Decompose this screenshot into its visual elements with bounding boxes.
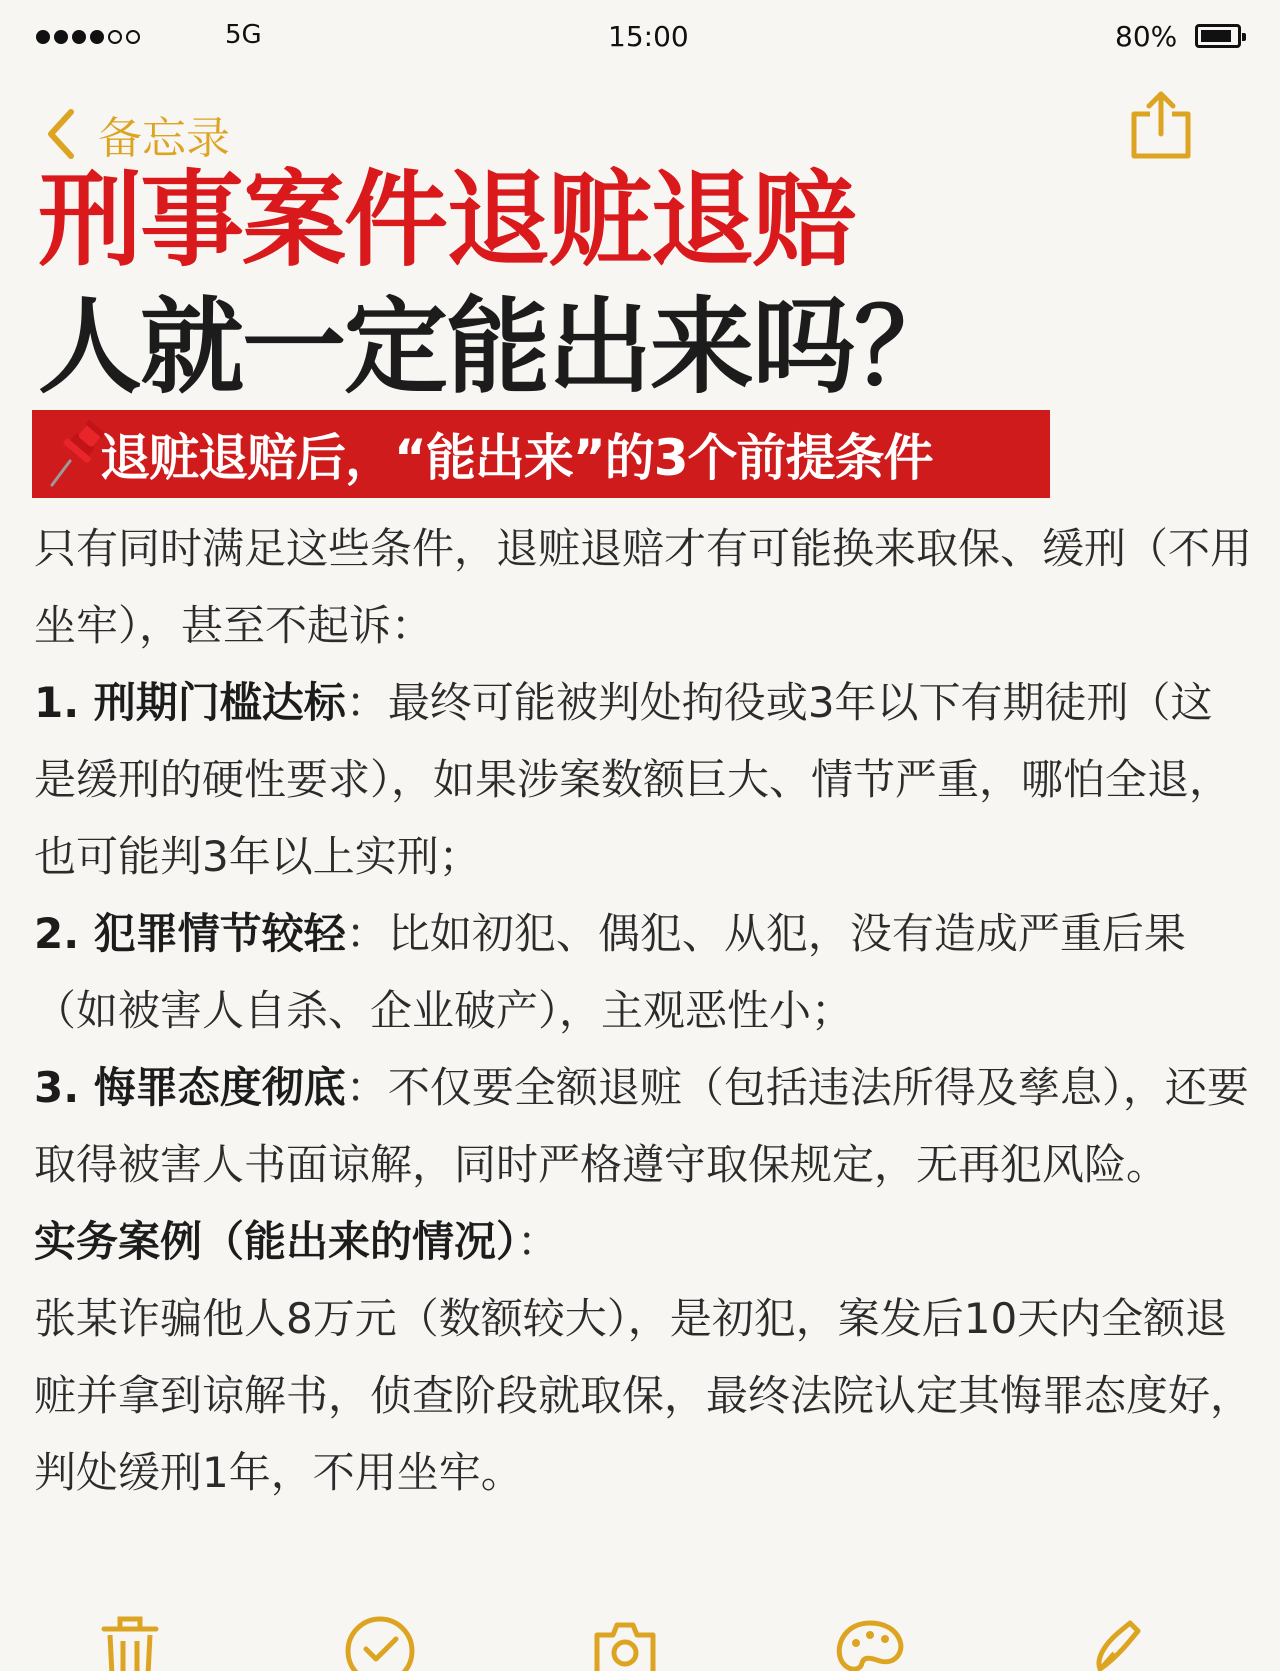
battery-percent: 80%	[1115, 20, 1178, 53]
list-item-3	[34, 1049, 1252, 1203]
section-banner	[32, 410, 1050, 498]
status-time: 15:00	[608, 20, 689, 53]
list-item-1	[34, 664, 1252, 895]
nav-bar	[0, 90, 1280, 170]
palette-icon[interactable]	[830, 1615, 910, 1671]
back-label: 备忘录	[98, 113, 230, 164]
banner-text: 退赃退赔后，“能出来”的3个前提条件	[100, 429, 933, 487]
network-type: 5G	[225, 20, 262, 50]
chevron-left-icon	[46, 108, 76, 160]
pushpin-icon	[44, 417, 104, 491]
signal-strength-icon	[36, 30, 140, 44]
bottom-toolbar	[0, 1615, 1280, 1671]
case-colon: ：	[517, 1217, 560, 1266]
item-3-heading: 3. 悔罪态度彻底	[34, 1063, 346, 1112]
item-2-heading: 2. 犯罪情节较轻	[34, 909, 346, 958]
case-heading-line	[34, 1203, 1252, 1280]
title-line-2: 人就一定能出来吗？	[38, 286, 957, 408]
item-1-body: 最终可能被判处拘役或3年以下有期徒刑（这是缓刑的硬性要求），如果涉案数额巨大、情节严重，哪怕全退，也可能判3年以上实刑；	[34, 678, 1232, 881]
item-1-colon: ：	[345, 678, 388, 727]
case-heading: 实务案例（能出来的情况）	[34, 1217, 518, 1266]
intro-paragraph: 只有同时满足这些条件，退赃退赔才有可能换来取保、缓刑（不用坐牢），甚至不起诉：	[34, 524, 1253, 650]
status-bar	[0, 0, 1280, 80]
share-icon[interactable]	[1130, 90, 1192, 162]
case-paragraph: 张某诈骗他人8万元（数额较大），是初犯，案发后10天内全额退赃并拿到谅解书，侦查阶段就取保，最终法院认定其悔罪态度好，判处缓刑1年，不用坐牢。	[34, 1294, 1253, 1497]
note-body[interactable]	[34, 510, 1252, 1511]
trash-icon[interactable]	[90, 1615, 170, 1671]
list-item-2	[34, 895, 1252, 1049]
item-2-body: 比如初犯、偶犯、从犯，没有造成严重后果（如被害人自杀、企业破产），主观恶性小；	[34, 909, 1186, 1035]
camera-icon[interactable]	[585, 1615, 665, 1671]
item-3-body: 不仅要全额退赃（包括违法所得及孳息），还要取得被害人书面谅解，同时严格遵守取保规定，无再犯风险。	[34, 1063, 1249, 1189]
back-button[interactable]	[46, 102, 230, 166]
item-3-colon: ：	[345, 1063, 388, 1112]
item-2-colon: ：	[345, 909, 388, 958]
pen-icon[interactable]	[1080, 1615, 1160, 1671]
checkmark-icon[interactable]	[340, 1615, 420, 1671]
battery-icon	[1195, 24, 1241, 48]
item-1-heading: 1. 刑期门槛达标	[34, 678, 346, 727]
title-line-1: 刑事案件退赃退赔	[38, 159, 855, 281]
